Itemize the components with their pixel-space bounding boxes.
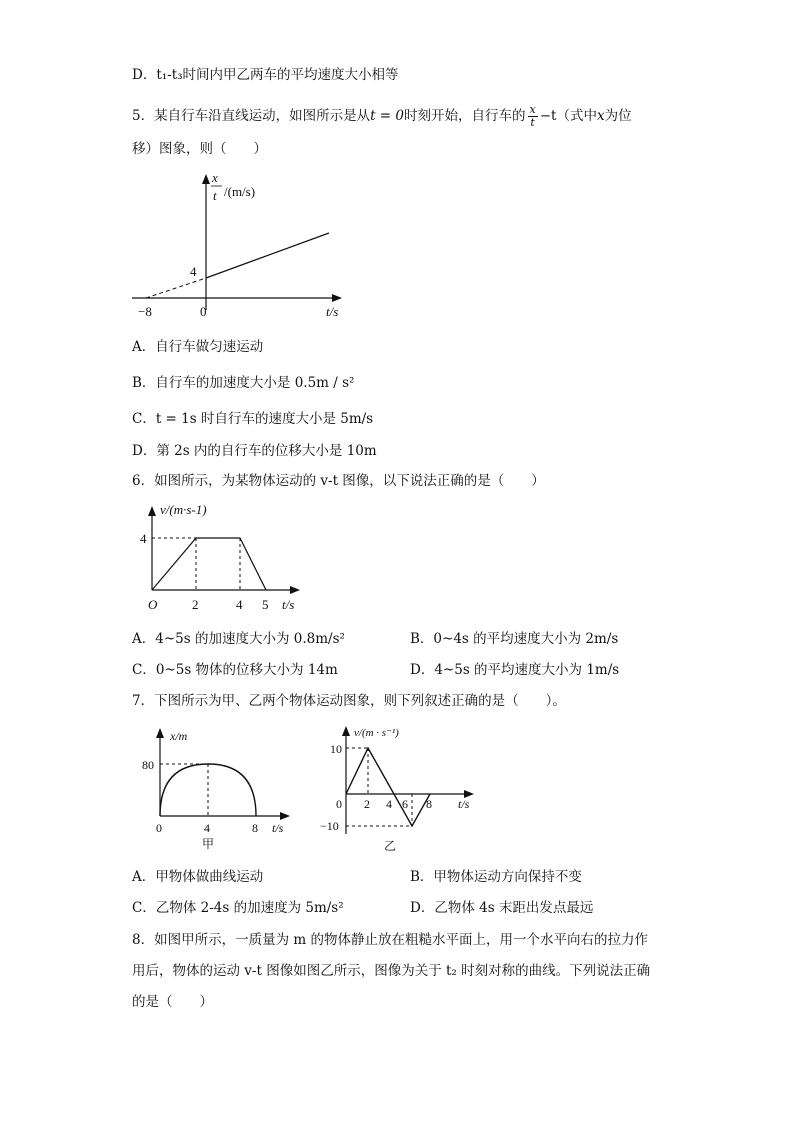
q5-stem-text-d: 为位 (604, 108, 632, 124)
q7b-tick-yneg10: −10 (320, 819, 339, 833)
q6-tick-x2: 2 (192, 597, 199, 612)
q6-stem: 6．如图所示，为某物体运动的 v-t 图像，以下说法正确的是（ ） (132, 473, 545, 489)
q6-tick-x4: 4 (236, 597, 243, 612)
q7b-tick-y10: 10 (330, 742, 342, 756)
q7b-tick-x0: 0 (336, 797, 342, 811)
q7b-tick-x2: 2 (364, 797, 370, 811)
q4-option-d: D．t₁-t₃时间内甲乙两车的平均速度大小相等 (132, 67, 399, 83)
q5-option-b: B．自行车的加速度大小是 0.5m / s² (132, 375, 355, 391)
q7a-x-arrow-icon (280, 812, 290, 820)
q7a-tick-x4: 4 (204, 821, 210, 835)
q7a-y-arrow-icon (156, 728, 164, 738)
q7-option-d: D．乙物体 4s 末距出发点最远 (410, 900, 594, 916)
q5-stem-text-b: 时刻开始，自行车的 (404, 108, 526, 124)
q5-x-arrow-icon (332, 294, 342, 302)
q7a-tick-y80: 80 (142, 758, 154, 772)
q7a-tick-x0: 0 (156, 821, 162, 835)
q5-stem-text-c: −t（式中 (539, 108, 597, 124)
q5-graph (126, 170, 356, 322)
q5-dashed-extension (146, 278, 206, 298)
q5-stem-text: 5．某自行车沿直线运动，如图所示是从 (132, 108, 371, 124)
q5-ylabel-den: t (213, 188, 217, 203)
q7a-tick-x8: 8 (252, 821, 258, 835)
q6-tick-x5: 5 (262, 597, 269, 612)
q7a-xlabel: t/s (272, 821, 284, 835)
q6-option-d: D．4~5s 的平均速度大小为 1m/s (410, 662, 620, 678)
q5-xlabel: t/s (326, 304, 339, 319)
q5-origin: 0 (200, 304, 207, 319)
q5-x-intercept: −8 (138, 304, 152, 319)
q7b-tick-x8: 8 (426, 797, 432, 811)
q6-y-arrow-icon (148, 506, 156, 516)
q6-vt-line (152, 538, 266, 590)
q6-tick-y4: 4 (140, 531, 147, 546)
q6-option-c: C．0~5s 物体的位移大小为 14m (132, 662, 338, 678)
q5-stem-fraction (528, 104, 538, 129)
q8-stem-line2: 用后，物体的运动 v-t 图像如图乙所示，图像为关于 t₂ 时刻对称的曲线。下列说法正确 (132, 963, 651, 979)
q6-x-arrow-icon (290, 586, 300, 594)
q7b-ylabel: v/(m · s⁻¹) (354, 727, 399, 739)
q7b-xlabel: t/s (458, 797, 470, 811)
q6-ylabel: v/(m·s-1) (160, 502, 207, 517)
q6-xlabel: t/s (282, 597, 295, 612)
q7a-caption: 甲 (202, 837, 215, 850)
q5-stem-line1 (132, 104, 632, 129)
q7-option-b: B．甲物体运动方向保持不变 (410, 869, 582, 885)
q7b-caption: 乙 (384, 839, 397, 853)
q5-y-intercept: 4 (190, 264, 197, 279)
q5-frac-num: x (529, 103, 536, 116)
q6-option-b: B．0~4s 的平均速度大小为 2m/s (410, 631, 619, 647)
q5-option-a: A．自行车做匀速运动 (132, 339, 264, 355)
q5-ylabel-unit: /(m/s) (224, 184, 256, 199)
q5-stem-line2: 移）图象，则（ ） (132, 141, 267, 157)
q5-stem-t0: t = 0 (370, 108, 405, 124)
q7-graph-yi (316, 722, 486, 854)
q5-option-d: D．第 2s 内的自行车的位移大小是 10m (132, 443, 377, 459)
q5-frac-den: t (530, 116, 535, 129)
q7b-tick-x4: 4 (386, 797, 392, 811)
q6-graph (130, 498, 310, 616)
q8-stem-line3: 的是（ ） (132, 994, 213, 1010)
q5-line (206, 233, 329, 278)
q6-origin: O (148, 597, 158, 612)
q7-option-a: A．甲物体做曲线运动 (132, 869, 264, 885)
q7-stem: 7．下图所示为甲、乙两个物体运动图象，则下列叙述正确的是（ ）。 (132, 693, 566, 709)
q7b-vt-line (346, 748, 430, 826)
q5-option-c: C．t = 1s 时自行车的速度大小是 5m/s (132, 411, 374, 427)
q5-ylabel-num: x (212, 170, 218, 185)
q6-option-a: A．4~5s 的加速度大小为 0.8m/s² (132, 631, 345, 647)
q7b-tick-x6: 6 (402, 797, 408, 811)
q7a-ylabel: x/m (170, 729, 188, 743)
q5-stem-x: x (596, 108, 605, 124)
q7-graph-jia (138, 722, 298, 850)
q5-y-arrow-icon (202, 174, 210, 184)
q8-stem-line1: 8．如图甲所示，一质量为 m 的物体静止放在粗糙水平面上，用一个水平向右的拉力作 (132, 932, 648, 948)
q7b-y-arrow-icon (342, 726, 350, 736)
q7-option-c: C．乙物体 2-4s 的加速度为 5m/s² (132, 900, 344, 916)
